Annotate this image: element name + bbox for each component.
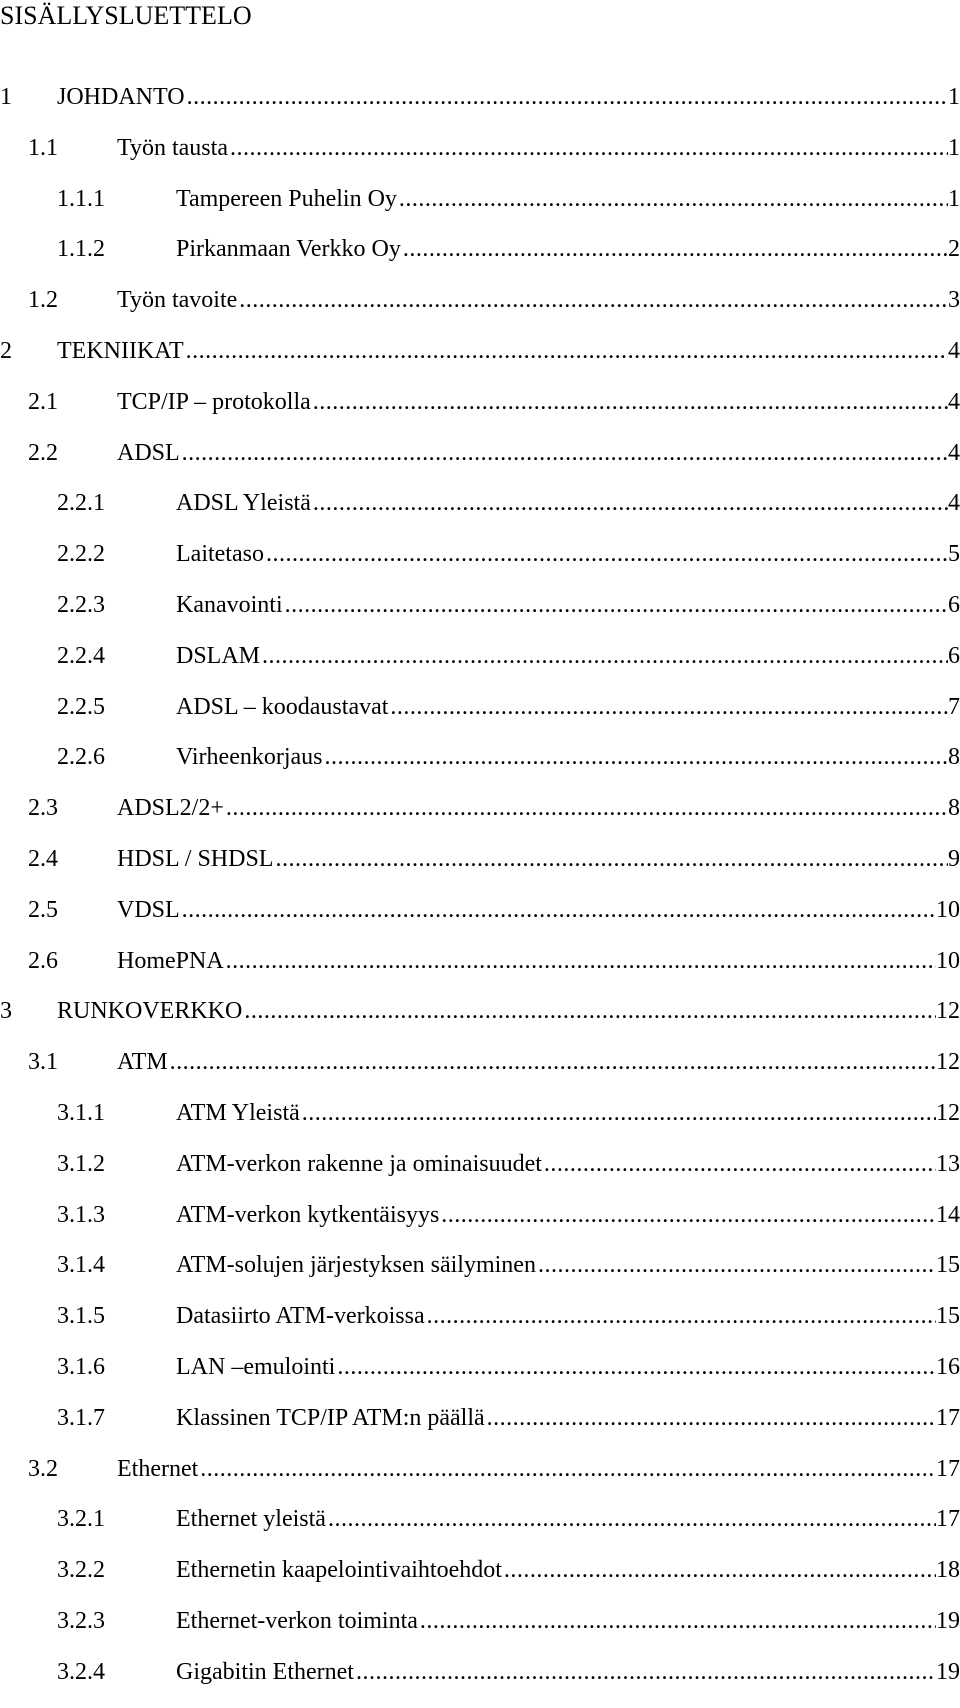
dot-leader [326, 1504, 936, 1534]
toc-entry[interactable] [0, 133, 960, 184]
toc-entry-number: 1.1.1 [57, 185, 105, 212]
toc-entry-title: ADSL2/2+ [117, 795, 224, 822]
toc-entry-number: 1.2 [28, 287, 58, 314]
toc-entry-page-number: 1 [948, 185, 960, 212]
toc-entry-line [176, 1098, 960, 1128]
toc-entry-line [176, 1352, 960, 1382]
toc-entry-line [176, 641, 960, 671]
toc-entry-page-number: 4 [948, 337, 960, 364]
toc-entry-page-number: 9 [948, 845, 960, 872]
dot-leader [502, 1555, 936, 1585]
toc-entry-page-number: 10 [936, 947, 960, 974]
toc-entry[interactable] [0, 387, 960, 438]
toc-entry-page-number: 15 [936, 1303, 960, 1330]
dot-leader [439, 1200, 936, 1230]
toc-entry-title: HomePNA [117, 947, 224, 974]
toc-entry-number: 2.1 [28, 388, 58, 415]
toc-entry[interactable] [0, 1149, 960, 1200]
toc-entry-number: 2.3 [28, 795, 58, 822]
toc-entry-number: 3.1.4 [57, 1252, 105, 1279]
toc-entry[interactable] [0, 996, 960, 1047]
dot-leader [388, 692, 948, 722]
toc-entry[interactable] [0, 488, 960, 539]
toc-entry-number: 2.2.2 [57, 541, 105, 568]
toc-entry-title: ATM [117, 1049, 168, 1076]
toc-entry-number: 2.2 [28, 439, 58, 466]
toc-entry-line [176, 1200, 960, 1230]
toc-entry-title: Virheenkorjaus [176, 744, 323, 771]
toc-entry[interactable] [0, 336, 960, 387]
toc-entry-number: 3.2.4 [57, 1658, 105, 1685]
toc-entry-line [176, 539, 960, 569]
toc-entry[interactable] [0, 1250, 960, 1301]
dot-leader [224, 793, 948, 823]
toc-entry-title: ADSL – koodaustavat [176, 693, 389, 720]
toc-entry-number: 2.2.4 [57, 642, 105, 669]
toc-entry[interactable] [0, 1454, 960, 1505]
toc-entry-line [117, 133, 960, 163]
toc-entry-title: Työn tausta [117, 134, 228, 161]
toc-entry-line [57, 82, 960, 112]
toc-entry-number: 3.2.3 [57, 1607, 105, 1634]
toc-entry-line [57, 336, 960, 366]
toc-entry-title: Työn tavoite [117, 287, 238, 314]
toc-entry-page-number: 15 [936, 1252, 960, 1279]
dot-leader [418, 1606, 936, 1636]
toc-entry-line [176, 1301, 960, 1331]
toc-entry-title: TEKNIIKAT [57, 337, 184, 364]
toc-entry-page-number: 17 [936, 1404, 960, 1431]
toc-entry-page-number: 1 [948, 84, 960, 110]
toc-entry[interactable] [0, 184, 960, 235]
toc-entry-page-number: 6 [948, 642, 960, 669]
toc-entry-line [117, 387, 960, 417]
dot-leader [311, 387, 948, 417]
toc-entry-page-number: 16 [936, 1353, 960, 1380]
toc-entry-line [176, 1250, 960, 1280]
toc-entry[interactable] [0, 1098, 960, 1149]
toc-entry[interactable] [0, 82, 960, 133]
toc-entry-line [176, 692, 960, 722]
toc-entry-line [176, 234, 960, 264]
toc-entry-title: Klassinen TCP/IP ATM:n päällä [176, 1404, 485, 1431]
dot-leader [260, 641, 948, 671]
toc-entry-number: 2.2.5 [57, 693, 105, 720]
dot-leader [425, 1301, 936, 1331]
toc-entry-number: 3.1 [28, 1049, 58, 1076]
toc-entry[interactable] [0, 1403, 960, 1454]
toc-entry-title: Laitetaso [176, 541, 264, 568]
toc-entry-line [176, 488, 960, 518]
toc-entry-title: Ethernet [117, 1455, 199, 1482]
toc-entry-title: LAN –emulointi [176, 1353, 336, 1380]
toc-entry-title: Ethernet-verkon toiminta [176, 1607, 418, 1634]
toc-entry[interactable] [0, 1504, 960, 1555]
toc-entry-number: 3.1.1 [57, 1099, 105, 1126]
toc-entry-title: Tampereen Puhelin Oy [176, 185, 397, 212]
dot-leader [542, 1149, 936, 1179]
toc-entry-number: 3.1.7 [57, 1404, 105, 1431]
toc-entry-title: Ethernet yleistä [176, 1506, 326, 1533]
toc-entry[interactable] [0, 234, 960, 285]
toc-entry-page-number: 12 [936, 998, 960, 1025]
toc-entry-title: ADSL [117, 439, 180, 466]
toc-entry-line [117, 1047, 960, 1077]
toc-entry[interactable] [0, 895, 960, 946]
toc-entry-title: HDSL / SHDSL [117, 845, 274, 872]
toc-entry-number: 3.2.1 [57, 1506, 105, 1533]
toc-entry-title: ATM-verkon rakenne ja ominaisuudet [176, 1150, 542, 1177]
dot-leader [228, 133, 948, 163]
toc-entry[interactable] [0, 590, 960, 641]
dot-leader [264, 539, 948, 569]
dot-leader [401, 234, 948, 264]
toc-entry-number: 1.1 [28, 134, 58, 161]
toc-entry-number: 3.1.5 [57, 1303, 105, 1330]
toc-entry[interactable] [0, 1555, 960, 1606]
toc-entry-page-number: 17 [936, 1506, 960, 1533]
toc-entry-number: 2.2.3 [57, 591, 105, 618]
toc-entry-line [117, 844, 960, 874]
toc-entry-title: ATM-verkon kytkentäisyys [176, 1201, 440, 1228]
dot-leader [168, 1047, 936, 1077]
toc-heading: SISÄLLYSLUETTELO [0, 1, 252, 30]
dot-leader [273, 844, 948, 874]
toc-entry-number: 3.1.2 [57, 1150, 105, 1177]
dot-leader [242, 996, 936, 1026]
toc-entry-page-number: 3 [948, 287, 960, 314]
dot-leader [397, 184, 948, 214]
toc-entry-page-number: 14 [936, 1201, 960, 1228]
toc-entry-line [176, 1504, 960, 1534]
toc-entry-page-number: 6 [948, 591, 960, 618]
dot-leader [184, 336, 948, 366]
toc-entry-title: VDSL [117, 896, 180, 923]
toc-entry-page-number: 17 [936, 1455, 960, 1482]
toc-entry-number: 1 [0, 84, 12, 110]
toc-entry-number: 3.2 [28, 1455, 58, 1482]
toc-entry-title: Datasiirto ATM-verkoissa [176, 1303, 425, 1330]
dot-leader [180, 438, 948, 468]
toc-entry-page-number: 4 [948, 439, 960, 466]
toc-list [0, 82, 960, 1708]
toc-entry-page-number: 19 [936, 1658, 960, 1685]
toc-entry-page-number: 2 [948, 236, 960, 263]
toc-entry[interactable] [0, 438, 960, 489]
toc-entry-title: Kanavointi [176, 591, 283, 618]
toc-entry-title: ADSL Yleistä [176, 490, 311, 517]
dot-leader [354, 1657, 936, 1687]
toc-entry-line [117, 793, 960, 823]
toc-entry-line [176, 1149, 960, 1179]
toc-entry-page-number: 18 [936, 1557, 960, 1584]
toc-entry[interactable] [0, 946, 960, 997]
toc-entry-title: JOHDANTO [57, 84, 185, 110]
toc-entry[interactable] [0, 692, 960, 743]
toc-entry-title: Gigabitin Ethernet [176, 1658, 354, 1685]
dot-leader [185, 82, 948, 112]
toc-entry-page-number: 7 [948, 693, 960, 720]
toc-entry-number: 3.2.2 [57, 1557, 105, 1584]
toc-entry-page-number: 19 [936, 1607, 960, 1634]
toc-entry-line [57, 996, 960, 1026]
toc-entry-line [176, 1403, 960, 1433]
dot-leader [323, 742, 948, 772]
toc-entry-page-number: 10 [936, 896, 960, 923]
toc-entry-line [176, 590, 960, 620]
toc-entry-line [117, 1454, 960, 1484]
toc-entry-line [176, 742, 960, 772]
toc-entry-page-number: 5 [948, 541, 960, 568]
toc-entry[interactable] [0, 539, 960, 590]
toc-entry-page-number: 12 [936, 1049, 960, 1076]
toc-entry-line [176, 184, 960, 214]
toc-entry-number: 3 [0, 998, 12, 1025]
toc-entry[interactable] [0, 641, 960, 692]
toc-entry-title: TCP/IP – protokolla [117, 388, 311, 415]
toc-entry[interactable] [0, 844, 960, 895]
toc-entry-title: ATM Yleistä [176, 1099, 300, 1126]
toc-entry-page-number: 4 [948, 388, 960, 415]
toc-entry-title: Ethernetin kaapelointivaihtoehdot [176, 1557, 502, 1584]
toc-entry-number: 2.4 [28, 845, 58, 872]
toc-entry-number: 2.6 [28, 947, 58, 974]
toc-entry-page-number: 12 [936, 1099, 960, 1126]
toc-entry-page-number: 8 [948, 744, 960, 771]
toc-entry-line [176, 1555, 960, 1585]
toc-entry-number: 2 [0, 337, 12, 364]
toc-entry-number: 3.1.3 [57, 1201, 105, 1228]
dot-leader [485, 1403, 936, 1433]
toc-entry-line [176, 1606, 960, 1636]
dot-leader [180, 895, 936, 925]
toc-entry-line [117, 438, 960, 468]
toc-entry-line [117, 895, 960, 925]
dot-leader [237, 285, 948, 315]
dot-leader [224, 946, 936, 976]
toc-entry-line [117, 946, 960, 976]
toc-entry-number: 2.2.6 [57, 744, 105, 771]
dot-leader [335, 1352, 936, 1382]
toc-entry-title: Pirkanmaan Verkko Oy [176, 236, 401, 263]
dot-leader [283, 590, 948, 620]
toc-entry[interactable] [0, 793, 960, 844]
toc-entry[interactable] [0, 742, 960, 793]
dot-leader [536, 1250, 936, 1280]
dot-leader [198, 1454, 936, 1484]
toc-entry-number: 2.2.1 [57, 490, 105, 517]
toc-entry[interactable] [0, 1657, 960, 1708]
toc-entry-page-number: 4 [948, 490, 960, 517]
dot-leader [311, 488, 948, 518]
toc-entry-number: 1.1.2 [57, 236, 105, 263]
toc-entry-title: ATM-solujen järjestyksen säilyminen [176, 1252, 536, 1279]
toc-entry-title: DSLAM [176, 642, 261, 669]
dot-leader [300, 1098, 936, 1128]
toc-entry-line [117, 285, 960, 315]
toc-entry[interactable] [0, 1352, 960, 1403]
toc-entry-number: 2.5 [28, 896, 58, 923]
toc-entry-page-number: 13 [936, 1150, 960, 1177]
toc-entry-page-number: 1 [948, 134, 960, 161]
toc-entry[interactable] [0, 1301, 960, 1352]
toc-entry-title: RUNKOVERKKO [57, 998, 243, 1025]
toc-entry[interactable] [0, 1606, 960, 1657]
toc-entry-page-number: 8 [948, 795, 960, 822]
toc-entry[interactable] [0, 1200, 960, 1251]
toc-entry-line [176, 1657, 960, 1687]
toc-entry[interactable] [0, 285, 960, 336]
toc-entry[interactable] [0, 1047, 960, 1098]
toc-entry-number: 3.1.6 [57, 1353, 105, 1380]
